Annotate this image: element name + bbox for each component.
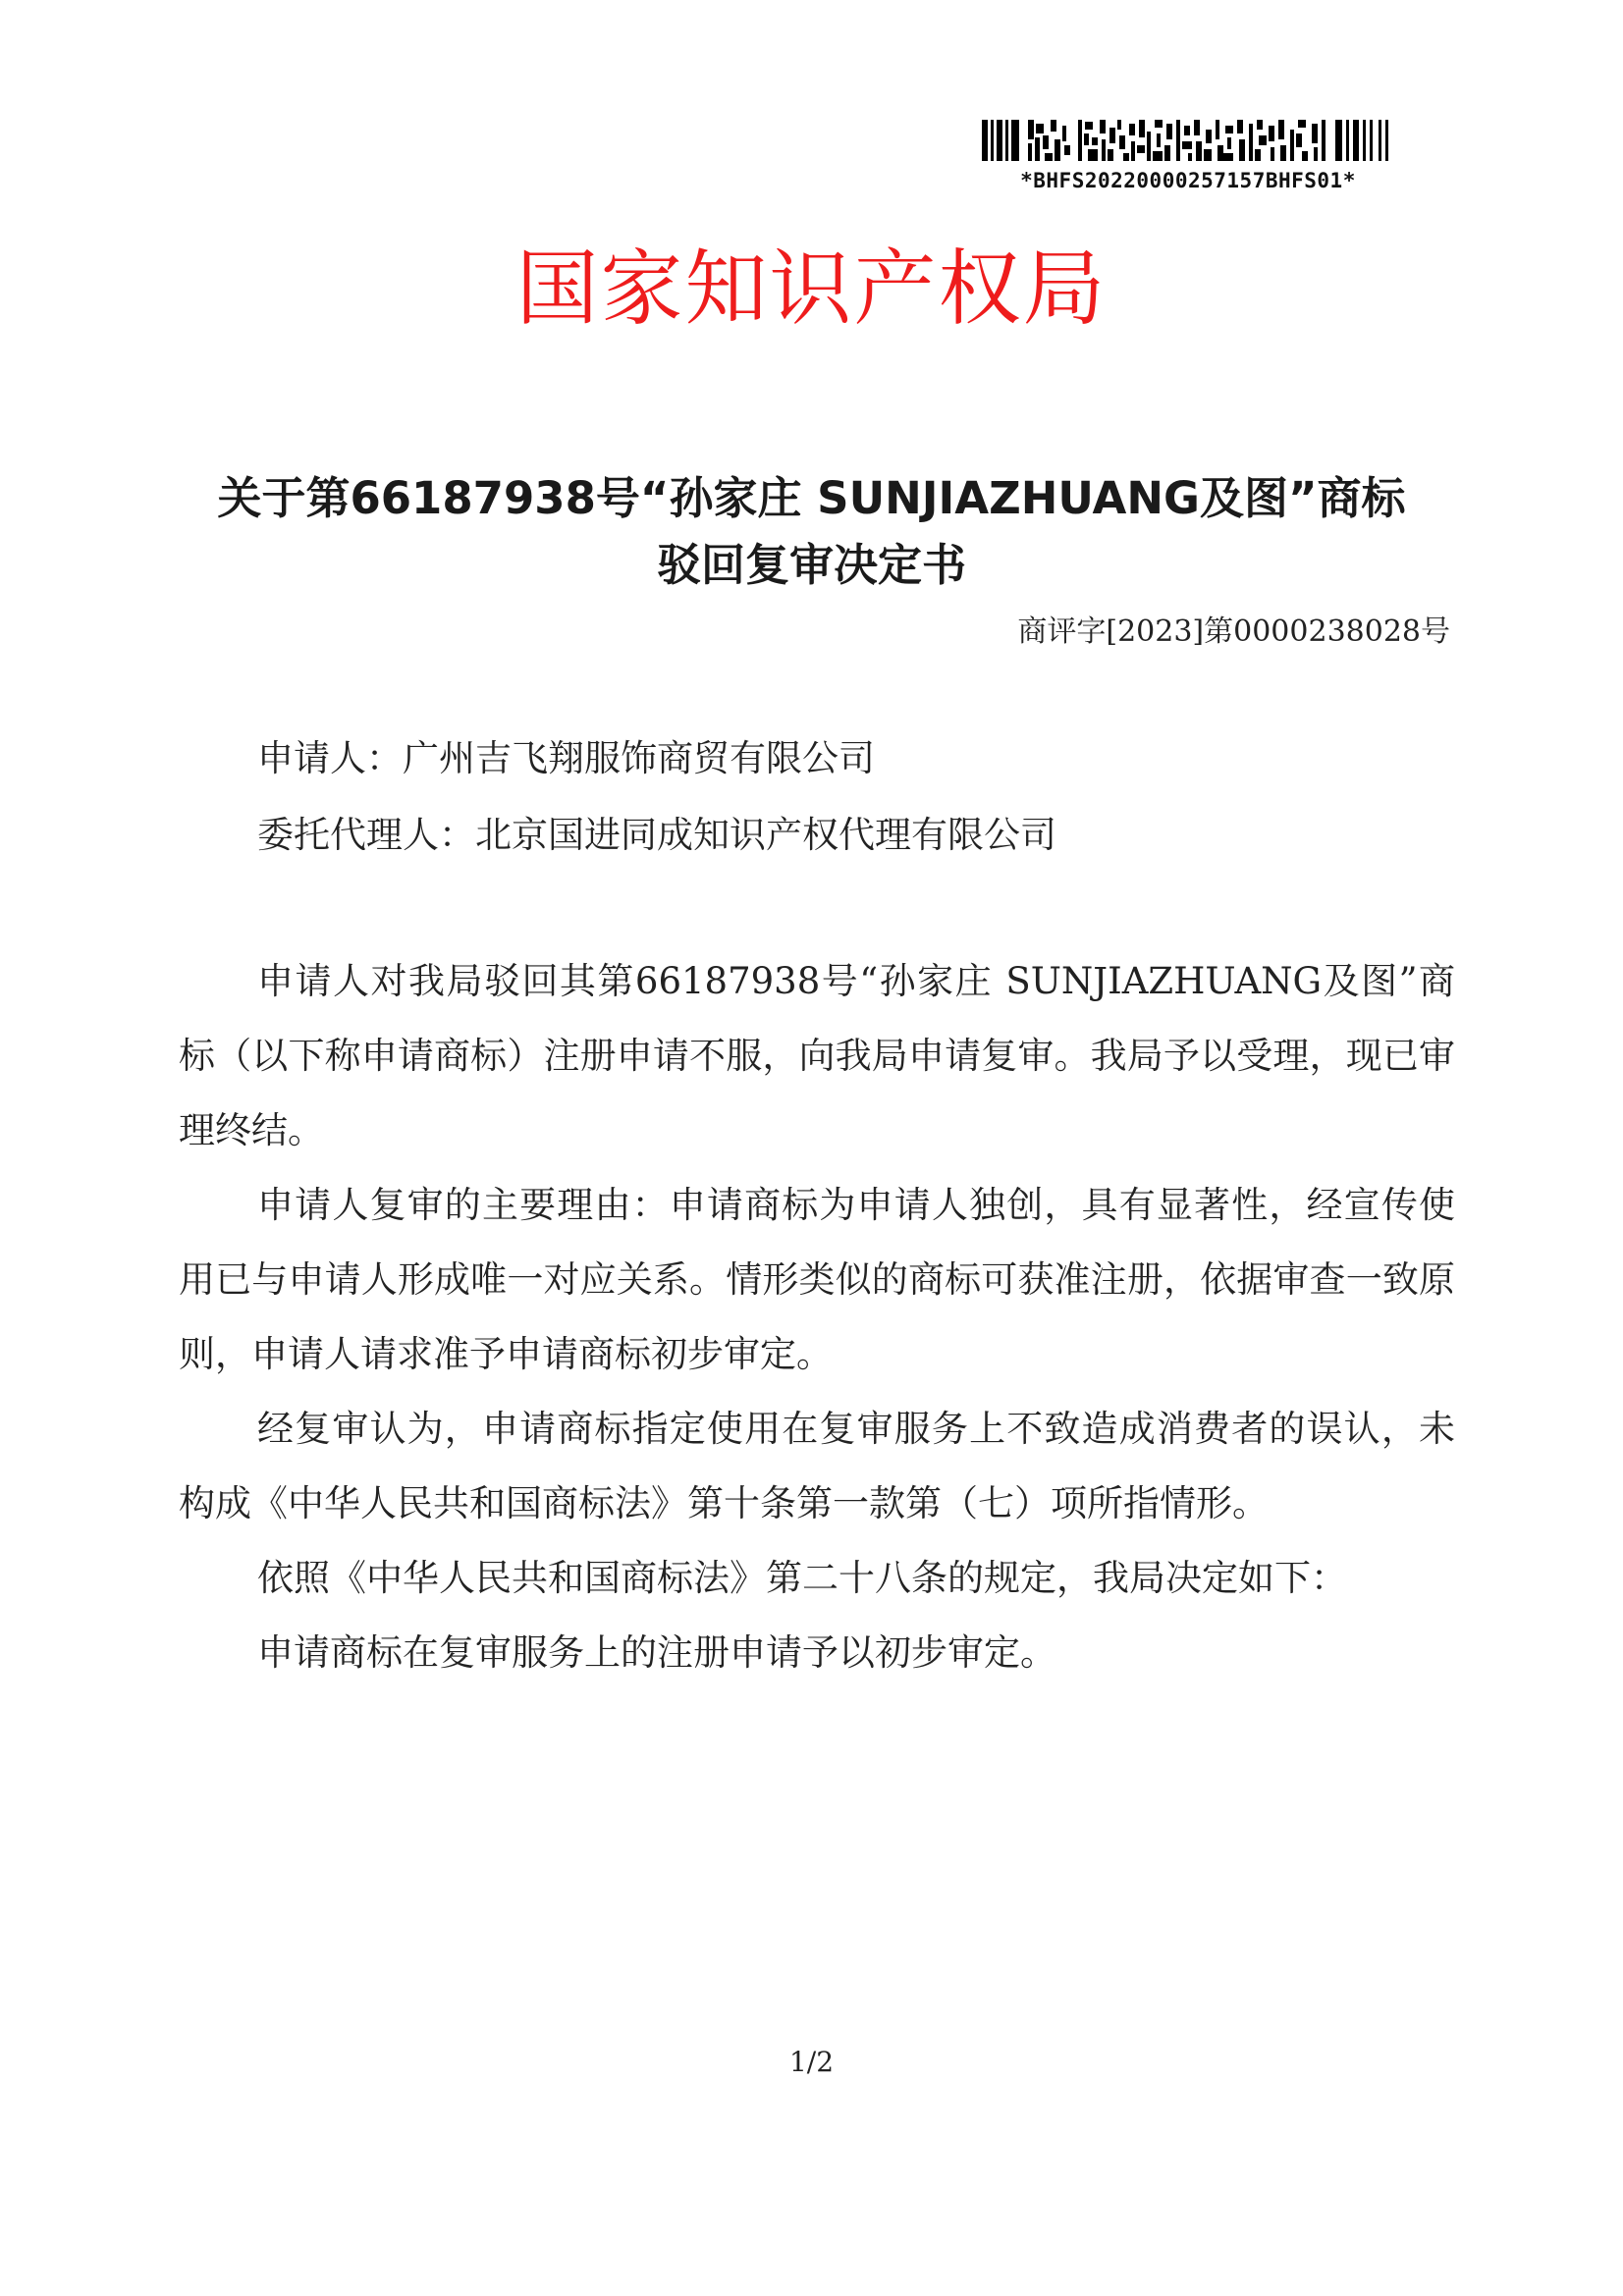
- barcode-text: *BHFS20220000257157BHFS01*: [1020, 169, 1356, 192]
- page-number: 1/2: [788, 2046, 835, 2078]
- body-paragraph-5: 申请商标在复审服务上的注册申请予以初步审定。: [257, 1631, 1056, 1674]
- document-title-line-2: 驳回复审决定书: [656, 539, 966, 591]
- document-number: 商评字[2023]第0000238028号: [1017, 614, 1450, 649]
- document-title-line-1: 关于第66187938号“孙家庄 SUNJIAZHUANG及图”商标: [217, 472, 1406, 524]
- body-paragraph-1: 申请人对我局驳回其第66187938号“孙家庄 SUNJIAZHUANG及图”商标（以下称申请商标）注册申请不服，向我局申请复审。我局予以受理，现已审理终结。: [179, 960, 1455, 1151]
- barcode-image: [982, 120, 1390, 161]
- body-paragraph-4: 依照《中华人民共和国商标法》第二十八条的规定，我局决定如下：: [257, 1557, 1347, 1599]
- applicant-line: 申请人：广州吉飞翔服饰商贸有限公司: [257, 737, 875, 779]
- document-title: [0, 465, 1623, 599]
- body-paragraph-3: 经复审认为，申请商标指定使用在复审服务上不致造成消费者的误认，未构成《中华人民共和国商标法》第十条第一款第（七）项所指情形。: [179, 1408, 1455, 1524]
- issuing-authority: 国家知识产权局: [515, 240, 1108, 337]
- agent-line: 委托代理人：北京国进同成知识产权代理有限公司: [257, 814, 1056, 856]
- body-paragraph-2: 申请人复审的主要理由：申请商标为申请人独创，具有显著性，经宣传使用已与申请人形成唯一对应关系。情形类似的商标可获准注册，依据审查一致原则，申请人请求准予申请商标初步审定。: [179, 1184, 1455, 1375]
- decision-body: [179, 944, 1455, 1690]
- barcode-block: [982, 120, 1394, 192]
